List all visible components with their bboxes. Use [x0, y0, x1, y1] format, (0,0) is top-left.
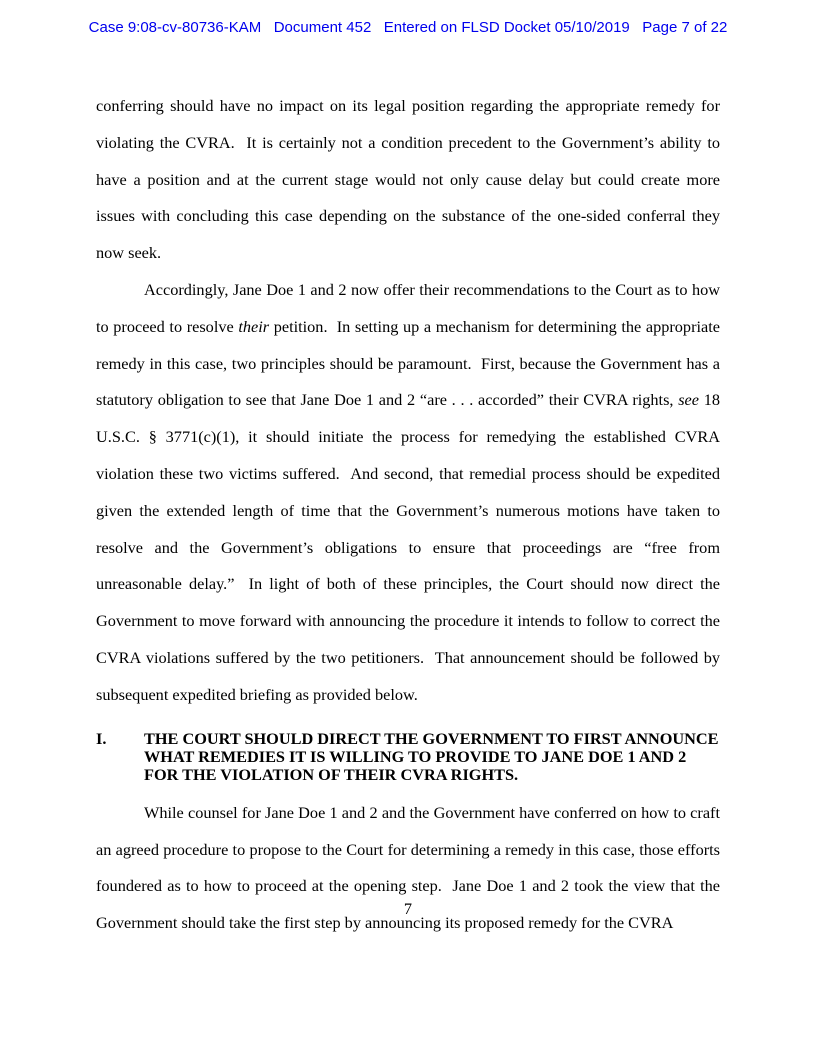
- page-number: 7: [403, 899, 413, 918]
- text-segment: petition. In setting up a mechanism for determining the appropriate remedy in this case, two principles should be paramount. First, because the Government has a statutory obligation to see that Jane Doe 1 and 2 “are . . . accorded” their CVRA rights,: [96, 316, 725, 410]
- text-segment: THE COURT SHOULD DIRECT THE GOVERNMENT TO FIRST ANNOUNCE WHAT REMEDIES IT IS WILLING TO PROVIDE TO JANE DOE 1 AND 2 FOR THE VIOLATION OF THEIR CVRA RIGHTS.: [144, 728, 719, 785]
- section-heading-number: I.: [96, 728, 107, 748]
- body-paragraph: [96, 88, 725, 272]
- body-paragraph: [96, 272, 725, 714]
- italic-text-segment: see: [678, 390, 699, 410]
- document-body: [96, 88, 725, 942]
- ecf-header-stamp: Case 9:08-cv-80736-KAM Document 452 Entered on FLSD Docket 05/10/2019 Page 7 of 22: [88, 19, 728, 36]
- text-segment: Accordingly, Jane Doe 1 and 2 now offer their recommendations to the Court as to how to proceed to resolve: [96, 279, 725, 336]
- text-segment: 18 U.S.C. § 3771(c)(1), it should initiate the process for remedying the established CVRA violation these two victims suffered. And second, that remedial process should be expedited given the extended length of time that the Government’s numerous motions have taken to resolve and the Government’s obligations to ensure that proceedings are “free from unreasonable delay.” In light of both of these principles, the Court should now direct the Government to move forward with announcing the procedure it intends to follow to correct the CVRA violations suffered by the two petitioners. That announcement should be followed by subsequent expedited briefing as provided below.: [96, 390, 725, 704]
- text-segment: While counsel for Jane Doe 1 and 2 and the Government have conferred on how to craft an agreed procedure to propose to the Court for determining a remedy in this case, those efforts foundered as to how to proceed at the opening step. Jane Doe 1 and 2 took the view that the Government should take the first step by announcing its proposed remedy for the CVRA: [96, 802, 725, 933]
- body-paragraph: [96, 795, 725, 942]
- section-heading-text: [144, 729, 719, 785]
- text-segment: conferring should have no impact on its legal position regarding the appropriate remedy for violating the CVRA. It is certainly not a condition precedent to the Government’s ability to have a position and at the current stage would not only cause delay but could create more issues with concluding this case depending on the substance of the one-sided conferral they now seek.: [96, 96, 725, 263]
- italic-text-segment: their: [238, 316, 270, 336]
- section-heading: [96, 730, 720, 785]
